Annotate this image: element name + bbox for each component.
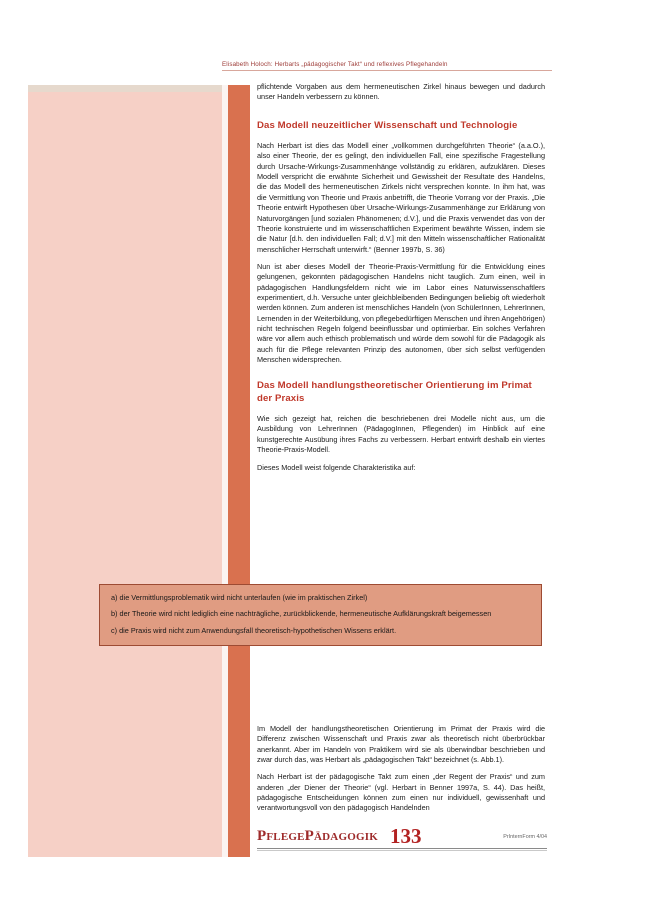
section-1-paragraph-2: Nun ist aber dieses Modell der Theorie-Praxis-Vermittlung für die Entwicklung eines gelungenen, gekonnten pädagogischen Handelns nicht tauglich. Zum einen, weil in pädagogischen Handlungsfeldern nicht wie im Labor eines Naturwissenschaftlers experimentiert, d.h. Versuche unter gleichbleibenden Bedingungen beliebig oft wiederholt werden können. Zum anderen ist menschliches Handeln (von SchülerInnen, LehrerInnen, Lernenden in der Weiterbildung, von pflegebedürftigen Menschen und ihren Angehörigen) nicht technischen Regeln folgend beeinflussbar und optimierbar. Ein solches Verfahren wäre vor allem auch ethisch problematisch und würde dem sowohl für die Pädagogik als auch für die Pflege relevanten Prinzip des autonomen, über sich selbst verfügenden Menschen widersprechen. [257, 261, 545, 364]
section-heading-wrapper-1 [257, 120, 545, 132]
lower-text-column [257, 724, 545, 814]
issue-label: PrInternForm 4/04 [503, 834, 547, 840]
main-text-column [257, 82, 545, 473]
decorative-pink-band [28, 85, 222, 857]
section-heading-wrapper-2 [257, 380, 545, 405]
page-number: 133 [390, 824, 422, 848]
callout-item-b: b) der Theorie wird nicht lediglich eine nachträgliche, zurückblickende, hermeneutische Aufklärungskraft beigemessen [111, 609, 492, 619]
footer-rule-secondary [257, 850, 547, 851]
page-footer [257, 824, 547, 854]
decorative-band-top-edge [28, 85, 222, 92]
section-heading-handlungstheoretische-orientierung: Das Modell handlungstheoretischer Orientierung im Primat der Praxis [257, 380, 532, 404]
section-2-continued-paragraph-1: Im Modell der handlungstheoretischen Orientierung im Primat der Praxis wird die Differenz zwischen Wissenschaft und Praxis zwar als theoretisch nicht überbrückbar anerkannt. Aber im Handeln von Praktikern wird sie als überwindbar beschrieben und zwar durch das, was Herbart als „pädagogischen Takt“ bezeichnet (s. Abb.1). [257, 724, 545, 765]
callout-item-a: a) die Vermittlungsproblematik wird nicht unterlaufen (wie im praktischen Zirkel) [111, 593, 368, 602]
decorative-salmon-band [228, 85, 250, 857]
header-rule [222, 70, 552, 71]
running-header: Elisabeth Holoch: Herbarts „pädagogischer Takt“ und reflexives Pflegehandeln [222, 61, 448, 68]
journal-masthead: PflegePädagogik [257, 828, 378, 844]
characteristics-callout-box [99, 584, 542, 646]
callout-item-c: c) die Praxis wird nicht zum Anwendungsfall theoretisch-hypothetischen Wissens erklärt. [111, 625, 397, 635]
section-2-continued-paragraph-2: Nach Herbart ist der pädagogische Takt zum einen „der Regent der Praxis“ und zum anderen „der Diener der Theorie“ (vgl. Herbart in Benner 1997a, S. 44). Das heißt, pädagogische Entscheidungen können zum einen nur individuell, gewissenhaft und verantwortungsvoll von den pädagogisch Handelnden [257, 772, 545, 813]
section-1-paragraph-1: Nach Herbart ist dies das Modell einer „vollkommen durchgeführten Theorie“ (a.a.O.), also einer Theorie, der es gelingt, den individuellen Fall, eine spezifische Fragestellung durch Ursache-Wirkungs-Zusammenhänge vollständig zu erklären, aufzuklären. Dieses Modell verspricht die erwähnte Sicherheit und Gewissheit der Resultate des Handelns, die das Modell des hermeneutischen Zirkels nicht versprechen konnte. In ihm hat, was die Vermittlung von Theorie und Praxis anbetrifft, die Theorie Vorrang vor der Praxis. „Die Theorie entwirft Hypothesen über Ursache-Wirkungs-Zusammenhänge zur Erklärung von Naturvorgängen [und sozialen Phänomenen; d.V.], und die Praxis verwendet das von der Theorie konstruierte und im wissenschaftlichen Experiment bewährte Wissen, indem sie die Natur [d.h. den individuellen Fall; d.V.] mit den Mitteln wissenschaftlicher Rationalität menschlicher Herrschaft unterwirft.“ (Benner 1997b, S. 36) [257, 141, 545, 254]
intro-paragraph: pflichtende Vorgaben aus dem hermeneutischen Zirkel hinaus bewegen und dadurch unser Handeln verbessern zu können. [257, 82, 545, 102]
section-2-paragraph-2: Dieses Modell weist folgende Charakteristika auf: [257, 462, 416, 472]
section-2-paragraph-1: Wie sich gezeigt hat, reichen die beschriebenen drei Modelle nicht aus, um die Ausbildung von LehrerInnen (PädagogInnen, Pflegenden) im Hinblick auf eine kunstgerechte Ausübung ihres Fachs zu verbessern. Herbart entwirft deshalb ein viertes Theorie-Praxis-Modell. [257, 414, 545, 455]
section-heading-neuzeitliche-wissenschaft: Das Modell neuzeitlicher Wissenschaft und Technologie [257, 119, 518, 131]
